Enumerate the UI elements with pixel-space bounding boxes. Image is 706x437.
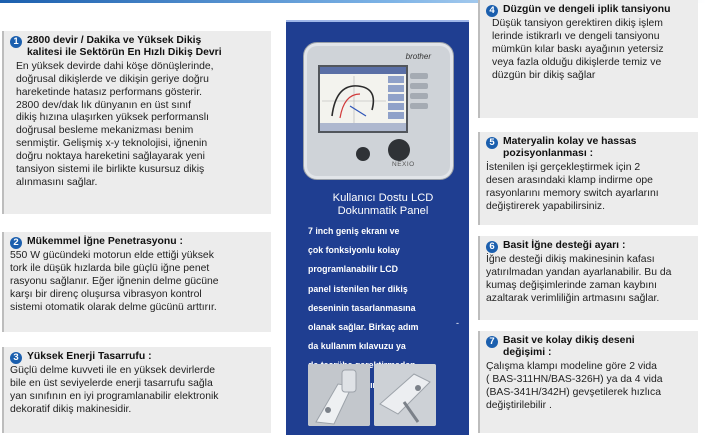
feature-box-3: [2, 347, 271, 433]
feature-body: İğne desteği dikiş makinesinin kafası yatırılmadan yandan ayarlanabilir. Bu da kumaş değişimlerinde zaman kaybını azaltarak verimliliğin artmasını sağlar.: [486, 254, 672, 304]
lcd-screen-illustration: [318, 65, 408, 133]
number-badge-icon: 3: [10, 352, 22, 364]
number-badge-icon: 7: [486, 336, 498, 348]
feature-header: [486, 4, 692, 17]
feature-title: Materyalin kolay ve hassas pozisyonlanması :: [503, 136, 637, 160]
feature-box-4: [478, 0, 698, 118]
screen-side-buttons: [388, 76, 404, 121]
screen-bottom-bar: [320, 123, 406, 131]
control-panel-illustration: [303, 42, 454, 180]
model-label: NEXIO: [392, 161, 415, 168]
feature-header: [10, 236, 265, 249]
feature-title: Basit ve kolay dikiş deseni değişimi :: [503, 335, 635, 359]
feature-header: [10, 35, 265, 60]
feature-body: Çalışma klampı modeline göre 2 vida ( BAS-311HN/BAS-326H) ya da 4 vida (BAS-341H/342H) gevşetilerek hızlıca değiştirilebilir .: [486, 360, 663, 411]
panel-key: [410, 103, 428, 109]
feature-title: 2800 devir / Dakika ve Yüksek Dikiş kalitesi ile Sektörün En Hızlı Dikiş Devri: [27, 35, 222, 59]
dial-knob-icon: [388, 139, 410, 161]
feature-title: Yüksek Enerji Tasarrufu :: [27, 351, 152, 362]
feature-header: [486, 136, 692, 161]
machine-photo-1: [308, 364, 370, 426]
feature-title: Düzgün ve dengeli iplik tansiyonu: [503, 4, 671, 15]
number-badge-icon: 2: [10, 237, 22, 249]
feature-body: 550 W gücündeki motorun elde ettiği yüksek tork ile düşük hızlarda bile güçlü iğne penet rasyonu sağlanır. Eğer iğnenin delme gücüne karşı bir direnç oluşursa vibrasyon kontrol sistemi otomatik olarak delme gücünü arttırır.: [10, 250, 219, 313]
feature-body: İstenilen işi gerçekleştirmek için 2 desen arasındaki klamp indirme ope rasyonlarını memory switch ayarlarını değiştirerek yapabilirsiniz.: [486, 161, 659, 212]
feature-body: En yüksek devirde dahi köşe dönüşlerinde, doğrusal dikişlerde ve dikişin geriye doğru hareketinde hatasız performans gösterir. 2800 dev/dak lık dünyanın en üst sınıf dikiş hızına ulaşırken yüksek performanslı doğrusal besleme mekanizması benim senmiştir. Gelişmiş x-y teknolojisi, iğnenin doğru noktaya hareketini sağlayarak yeni tansiyon sistemi ile birlikte kusursuz dikiş alınmasını sağlar.: [16, 60, 214, 188]
panel-top-line: [286, 20, 469, 22]
panel-key: [410, 93, 428, 99]
number-badge-icon: 5: [486, 137, 498, 149]
number-badge-icon: 1: [10, 36, 22, 48]
feature-header: [486, 335, 692, 360]
stitch-pattern-icon: [322, 76, 386, 126]
panel-key: [410, 73, 428, 79]
feature-box-7: [478, 331, 698, 433]
panel-feature-title: Kullanıcı Dostu LCD Dokunmatik Panel: [332, 192, 434, 217]
clamp-change-photo-icon: [374, 364, 436, 426]
lcd-panel-feature: [286, 20, 469, 435]
feature-box-1: [2, 31, 271, 214]
feature-body: Düşük tansiyon gerektiren dikiş işlem lerinde istikrarlı ve dengeli tansiyonu mümkün kılar baskı ayağının yetersiz veya fazla olduğu dikişlerde temiz ve düzgün bir dikiş sağlar: [492, 18, 664, 81]
number-badge-icon: 4: [486, 5, 498, 17]
screen-header-bar: [320, 67, 406, 74]
hyphen-mark: -: [456, 318, 459, 328]
machine-photo-2: [374, 364, 436, 426]
panel-feature-body: 7 inch geniş ekranı ve çok fonksiyonlu kolay programlanabilir LCD panel istenilen her dikiş deseninin tasarlanmasına olanak sağlar. Birkaç adım da kullanım kılavuzu ya: [308, 226, 419, 352]
feature-title: Mükemmel İğne Penetrasyonu :: [27, 236, 183, 247]
number-badge-icon: 6: [486, 241, 498, 253]
feature-header: [10, 351, 265, 364]
panel-key: [410, 83, 428, 89]
feature-box-2: [2, 232, 271, 332]
feature-box-5: [478, 132, 698, 225]
round-button-icon: [356, 147, 370, 161]
feature-title: Basit İğne desteği ayarı :: [503, 240, 626, 251]
brand-logo: brother: [405, 52, 431, 61]
feature-body: Güçlü delme kuvveti ile en yüksek devirlerde bile en üst seviyelerde enerji tasarrufu sağla yan sınıfının en iyi programlanabilir elektronik dekoratif dikiş makinesidir.: [10, 365, 219, 415]
needle-support-photo-icon: [308, 364, 370, 426]
feature-box-6: [478, 236, 698, 320]
feature-header: [486, 240, 692, 253]
